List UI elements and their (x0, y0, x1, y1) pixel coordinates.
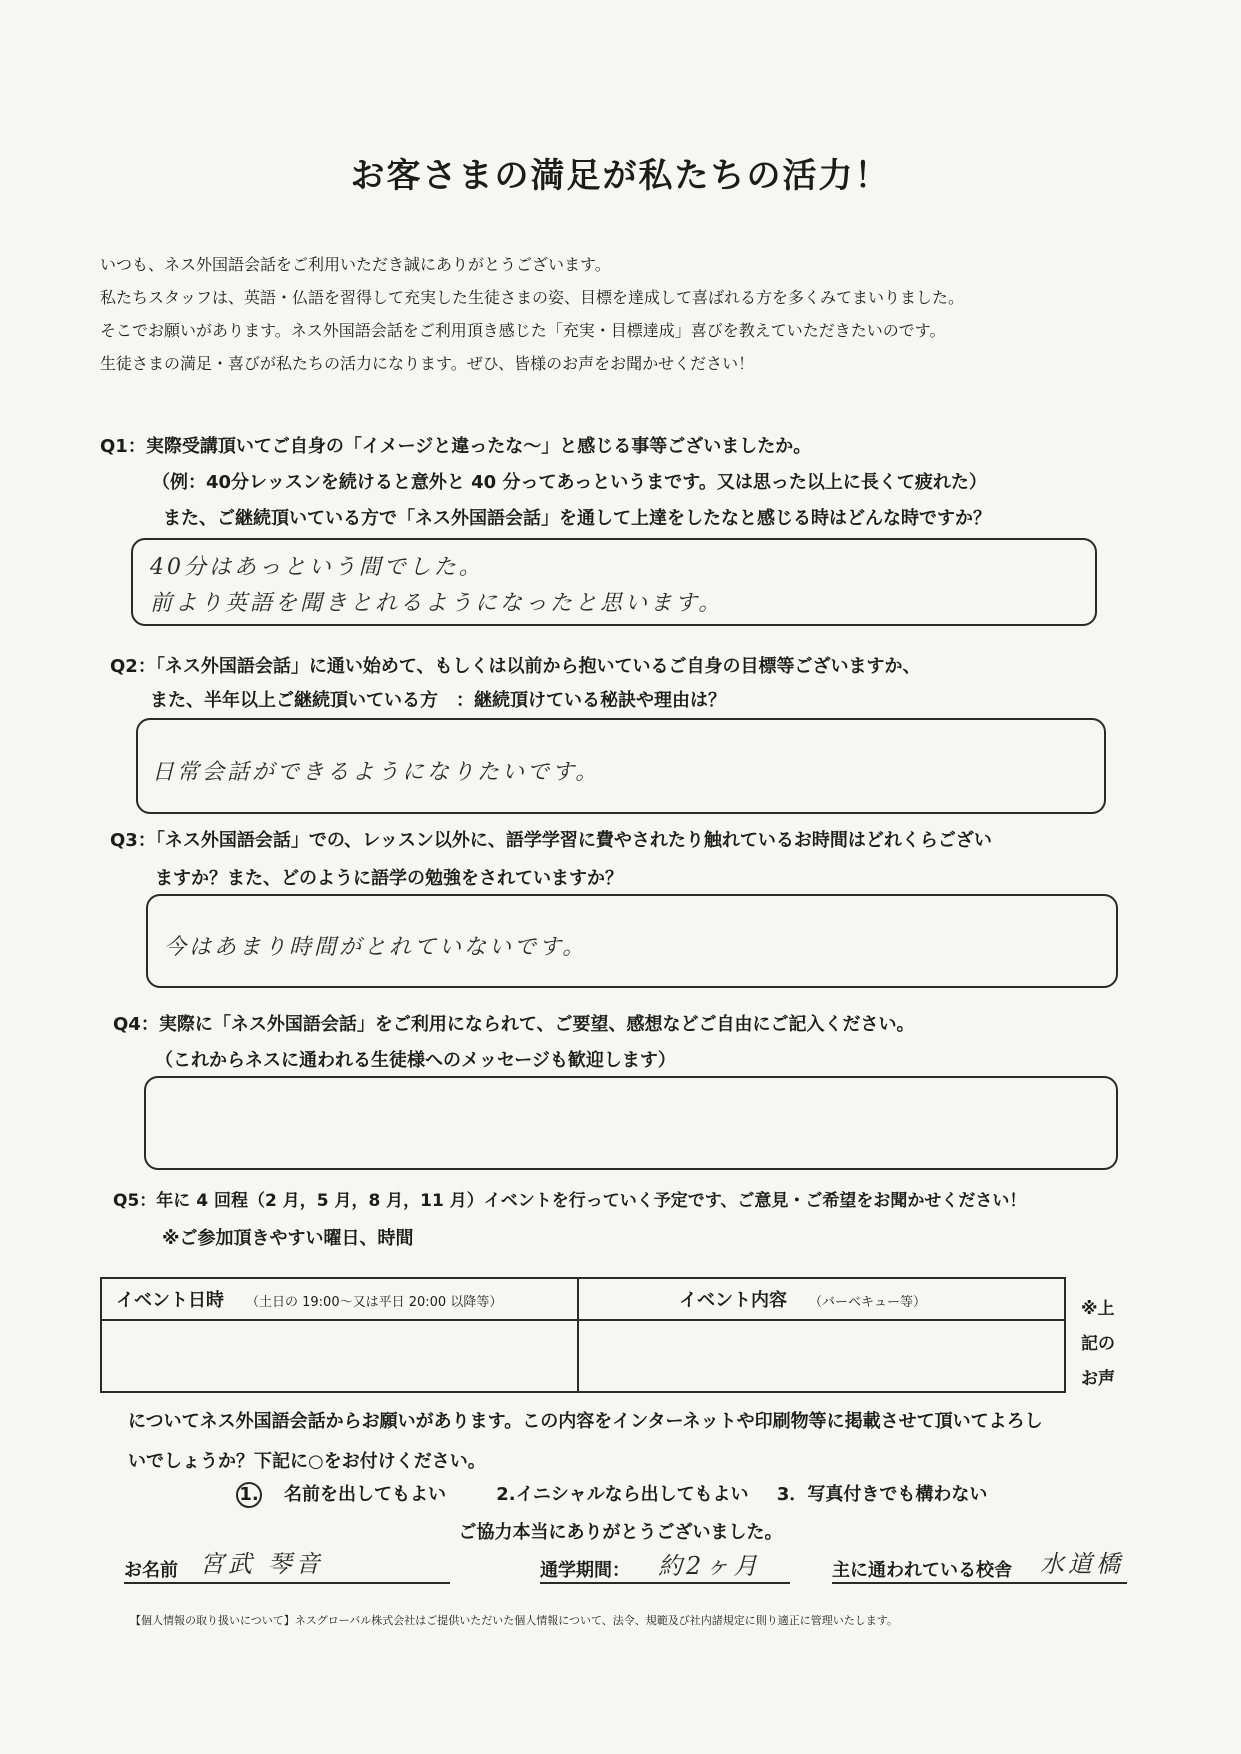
q1-label: Q1：実際受講頂いてご自身の「イメージと違ったな～」と感じる事等ございましたか。 (100, 436, 812, 457)
event-table (100, 1277, 1066, 1393)
option-1-circle: 1. (236, 1482, 262, 1508)
q4-answer-box[interactable] (144, 1076, 1118, 1170)
period-value[interactable]: 約2ヶ月 (658, 1552, 762, 1580)
page-title: お客さまの満足が私たちの活力！ (350, 156, 891, 196)
option-1-text: 名前を出してもよい (284, 1484, 446, 1505)
q3-answer: 今はあまり時間がとれていないです。 (164, 935, 588, 960)
name-value[interactable]: 宮武 琴音 (200, 1550, 324, 1578)
intro-line: 生徒さまの満足・喜びが私たちの活力になります。ぜひ、皆様のお声をお聞かせください！ (100, 354, 755, 373)
side-note-line: お声 (1081, 1369, 1115, 1389)
thanks-text: ご協力本当にありがとうございました。 (458, 1522, 783, 1543)
q2-label: Q2：「ネス外国語会話」に通い始めて、もしくは以前から抱いているご自身の目標等ございますか、 (110, 656, 921, 677)
request-line: いでしょうか？下記に○をお付けください。 (128, 1451, 486, 1472)
event-content-header (578, 1278, 1065, 1320)
privacy-footer: 【個人情報の取り扱いについて】ネスグローバル株式会社はご提供いただいた個人情報について、法令、規範及び社内諸規定に則り適正に管理いたします。 (130, 1614, 898, 1627)
intro-line: いつも、ネス外国語会話をご利用いただき誠にありがとうございます。 (100, 255, 611, 274)
q5-label: Q5：年に 4 回程（2 月，5 月，8 月，11 月）イベントを行っていく予定です、ご意見・ご希望をお聞かせください！ (113, 1191, 1027, 1211)
event-datetime-cell[interactable] (101, 1320, 578, 1392)
q3-continue: ますか？また、どのように語学の勉強をされていますか？ (155, 868, 623, 889)
option-1[interactable] (236, 1484, 468, 1505)
request-line: についてネス外国語会話からお願いがあります。この内容をインターネットや印刷物等に掲載させて頂いてよろし (128, 1411, 1043, 1432)
q1-example: （例：40分レッスンを続けると意外と 40 分ってあっというまです。又は思った以上に長くて疲れた） (152, 472, 987, 493)
q2-answer: 日常会話ができるようになりたいです。 (152, 760, 601, 785)
q3-label: Q3：「ネス外国語会話」での、レッスン以外に、語学学習に費やされたり触れているお時間はどれくらござい (110, 830, 992, 851)
q1-answer-line: 前より英語を聞きとれるようになったと思います。 (150, 591, 724, 616)
option-3[interactable]: 3．写真付きでも構わない (776, 1484, 988, 1505)
side-note-line: 記の (1081, 1334, 1115, 1354)
option-2[interactable]: 2.イニシャルなら出してもよい (496, 1484, 749, 1505)
side-note-line: ※上 (1081, 1299, 1115, 1319)
school-underline (832, 1582, 1127, 1584)
intro-line: そこでお願いがあります。ネス外国語会話をご利用頂き感じた「充実・目標達成」喜びを教えていただきたいのです。 (100, 321, 946, 340)
q5-continue: ※ご参加頂きやすい曜日、時間 (162, 1228, 414, 1249)
q2-continue: また、半年以上ご継続頂いている方 ：継続頂けている秘訣や理由は？ (150, 690, 726, 711)
event-content-title: イベント内容 (679, 1290, 787, 1311)
q4-label: Q4：実際に「ネス外国語会話」をご利用になられて、ご要望、感想などご自由にご記入ください。 (113, 1014, 915, 1035)
name-underline (124, 1582, 450, 1584)
name-label: お名前 (124, 1560, 178, 1581)
event-datetime-title: イベント日時 (116, 1290, 224, 1311)
period-label: 通学期間： (540, 1560, 630, 1581)
side-note (1081, 1292, 1115, 1397)
publication-request (128, 1402, 1043, 1482)
school-label: 主に通われている校舎 (832, 1560, 1012, 1581)
q1-answer-line: 40分はあっという間でした。 (150, 555, 484, 580)
q4-continue: （これからネスに通われる生徒様へのメッセージも歓迎します） (155, 1050, 676, 1071)
publication-options (236, 1480, 1009, 1508)
event-content-cell[interactable] (578, 1320, 1065, 1392)
event-content-note: （バーベキュー等） (809, 1295, 927, 1310)
intro-text (100, 248, 964, 380)
school-value[interactable]: 水道橋 (1040, 1550, 1124, 1578)
event-datetime-note: （土日の 19:00～又は平日 20:00 以降等） (246, 1295, 503, 1310)
period-underline (540, 1582, 790, 1584)
intro-line: 私たちスタッフは、英語・仏語を習得して充実した生徒さまの姿、目標を達成して喜ばれる方を多くみてまいりました。 (100, 288, 965, 307)
event-datetime-header (101, 1278, 578, 1320)
q1-continue: また、ご継続頂いている方で「ネス外国語会話」を通して上達をしたなと感じる時はどんな時ですか？ (163, 508, 991, 529)
